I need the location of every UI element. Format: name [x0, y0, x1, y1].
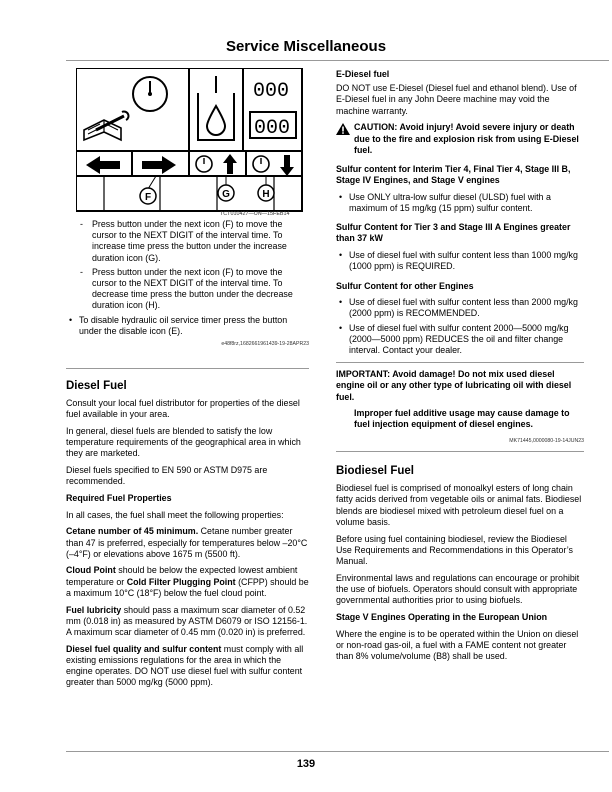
cloud-point-paragraph: Cloud Point should be below the expected lowest ambient temperature or Cold Filter Plugging Point (CFPP) should be a maximum 10°C (18°F) below the fuel cloud point.: [66, 565, 309, 598]
footer-rule: [66, 751, 609, 752]
list-item: • Use of diesel fuel with sulfur content 2000—5000 mg/kg (2000—5000 ppm) REDUCES the oil and filter change interval. Contact your dealer.: [336, 323, 584, 357]
paragraph: Where the engine is to be operated within the Union on diesel or non-road gas-oil, a fuel with a FAME content not greater than 8% volume/volume (B8) shall be used.: [336, 628, 579, 661]
paragraph: Biodiesel fuel is comprised of monoalkyl esters of long chain fatty acids derived from vegetable oils or animal fats. Biodiesel blends are biodiesel mixed with petroleum diesel fuel on a volume basis.: [336, 483, 582, 527]
paragraph: Before using fuel containing biodiesel, review the Biodiesel Use Requirements and Recommendations in this Operator’s Manual.: [336, 533, 573, 566]
warning-icon: [336, 123, 350, 135]
list-item: • Use of diesel fuel with sulfur content less than 2000 mg/kg (2000 ppm) is RECOMMENDED.: [336, 297, 584, 319]
reference-code: e48f8rz,1682661961439-19-28APR23: [221, 341, 309, 348]
paragraph: Diesel fuels specified to EN 590 or ASTM D975 are recommended.: [66, 465, 268, 487]
reference-code: MK71445,0000080-19-14JUN23: [509, 438, 584, 445]
left-column-lower: [66, 379, 309, 694]
page-number: 139: [296, 758, 316, 770]
diesel-fuel-heading: Diesel Fuel: [66, 380, 127, 392]
paragraph: Environmental laws and regulations can encourage or prohibit the use of biofuels. Operators should consult with appropriate governmental authorities prior to using biofuels.: [336, 572, 580, 606]
page-title: Service Miscellaneous: [225, 38, 387, 55]
biodiesel-heading: Biodiesel Fuel: [336, 465, 414, 478]
disable-step: • To disable hydraulic oil service timer press the button under the disable icon (E).: [66, 315, 309, 337]
timer-step: - Press button under the next icon (F) to move the cursor to the NEXT DIGIT of the interval time. To increase time press the button under the increase duration icon (G).: [66, 219, 309, 264]
sulfur-tier3-heading: Sulfur Content for Tier 3 and Stage III A Engines greater than 37 kW: [336, 222, 571, 244]
timer-step: - Press button under the next icon (F) to move the cursor to the NEXT DIGIT of the interval time. To decrease time press the button under the decrease duration icon (H).: [66, 267, 309, 312]
sulfur-other-heading: Sulfur Content for other Engines: [336, 280, 474, 291]
callout-f: F: [144, 192, 152, 203]
sulfur-tier4-heading: Sulfur content for Interim Tier 4, Final Tier 4, Stage III B, Stage IV Engines, and Stage V engines: [336, 163, 571, 186]
list-item: • Use ONLY ultra-low sulfur diesel (ULSD) fuel with a maximum of 15 mg/kg (15 ppm) sulfur content.: [336, 192, 584, 214]
title-rule: [66, 60, 609, 61]
cetane-paragraph: Cetane number of 45 minimum. Cetane number greater than 47 is preferred, especially for temperatures below –20°C (–4°F) or elevations above 1675 m (5500 ft).: [66, 526, 308, 559]
paragraph: Consult your local fuel distributor for properties of the diesel fuel available in your area.: [66, 398, 300, 420]
callout-h: H: [262, 189, 270, 200]
counter-bottom: 000: [254, 117, 291, 140]
counter-top: 000: [253, 80, 290, 103]
figure-caption-ref: TCT010427—UN—15FEB14: [220, 211, 290, 217]
caution-block: CAUTION: Avoid injury! Avoid severe injury or death due to the fire and explosion risk from using E-Diesel fuel.: [336, 122, 584, 156]
paragraph: In all cases, the fuel shall meet the following properties:: [66, 509, 284, 520]
section-rule: [336, 362, 584, 363]
callout-g: G: [222, 189, 230, 200]
list-item: • Use of diesel fuel with sulfur content less than 1000 mg/kg (1000 ppm) is REQUIRED.: [336, 250, 584, 272]
left-column-upper: [66, 219, 309, 354]
fuel-quality-paragraph: Diesel fuel quality and sulfur content must comply with all existing emissions regulations for the area in which the engine operates. DO NOT use diesel fuel with sulfur content greater than 5000 mg/kg (5000 ppm).: [66, 643, 304, 688]
section-rule: [66, 368, 309, 369]
e-diesel-heading: E-Diesel fuel: [336, 69, 390, 79]
paragraph: DO NOT use E-Diesel (Diesel fuel and ethanol blend). Use of E-Diesel fuel in any John Deere machine may void the machine warranty.: [336, 83, 577, 116]
required-fuel-properties-heading: Required Fuel Properties: [66, 492, 172, 503]
lubricity-paragraph: Fuel lubricity should pass a maximum scar diameter of 0.52 mm (0.018 in) as measured by ASTM D6079 or ISO 12156-1. A maximum scar diameter of 0.45 mm (0.020 in) is preferred.: [66, 604, 308, 637]
important-notice: IMPORTANT: Avoid damage! Do not mix used diesel engine oil or any other type of lubricating oil with diesel fuel. Improper fuel additive usage may cause damage to fuel injection equipment of diesel engines.: [336, 369, 572, 430]
section-rule: [336, 451, 584, 452]
stage-v-heading: Stage V Engines Operating in the European Union: [336, 611, 548, 622]
right-column: [336, 69, 584, 668]
paragraph: In general, diesel fuels are blended to satisfy the low temperature requirements of the geographical area in which they are marketed.: [66, 425, 301, 459]
